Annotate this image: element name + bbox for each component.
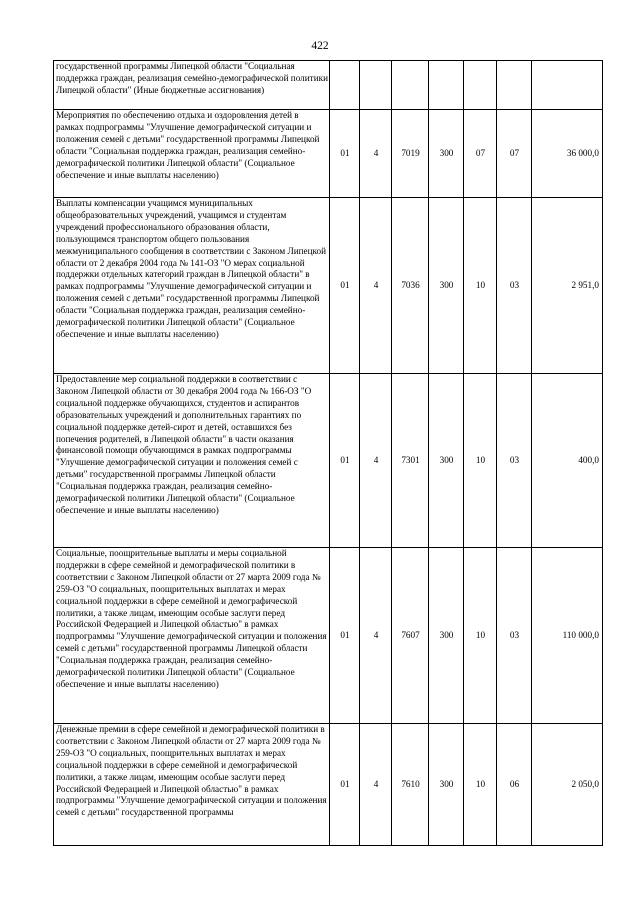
- table-row: [54, 724, 603, 846]
- code-section: 10: [464, 198, 497, 374]
- amount: 36 000,0: [532, 110, 603, 198]
- code-article: [392, 61, 429, 110]
- row-description: Денежные премии в сфере семейной и демографической политики в соответствии с Законом Липецкой области от 27 марта 2009 года № 259-ОЗ "О социальных, поощрительных выплатах и мерах социальной поддержки в сфере семейной и демографической политики, а также лицам, имеющим особые заслуги перед Российской Федерацией и Липецкой областью" в рамках подпрограммы "Улучшение демографической ситуации и положения семей с детьми" государственной программы: [54, 724, 330, 846]
- code-program: [330, 61, 360, 110]
- row-description: Социальные, поощрительные выплаты и меры социальной поддержки в сфере семейной и демографической политики в соответствии с Законом Липецкой области от 27 марта 2009 года № 259-ОЗ "О социальных, поощрительных выплатах и мерах социальной поддержки в сфере семейной и демографической политики, а также лицам, имеющим особые заслуги перед Российской Федерацией и Липецкой областью" в рамках подпрограммы "Улучшение демографической ситуации и положения семей с детьми" государственной программы Липецкой области "Социальная поддержка граждан, реализация семейно-демографической политики Липецкой области" (Социальное обеспечение и иные выплаты населению): [54, 548, 330, 724]
- table-row: [54, 548, 603, 724]
- code-program: 01: [330, 724, 360, 846]
- code-program: 01: [330, 374, 360, 548]
- row-description: государственной программы Липецкой области "Социальная поддержка граждан, реализация семейно-демографической политики Липецкой области" (Иные бюджетные ассигнования): [54, 61, 330, 110]
- code-expense-type: [429, 61, 464, 110]
- amount: 400,0: [532, 374, 603, 548]
- amount: 2 951,0: [532, 198, 603, 374]
- code-section: [464, 61, 497, 110]
- code-subsection: 03: [497, 198, 532, 374]
- code-subsection: 03: [497, 374, 532, 548]
- code-program: 01: [330, 198, 360, 374]
- table-row: [54, 110, 603, 198]
- row-description: Мероприятия по обеспечению отдыха и оздоровления детей в рамках подпрограммы "Улучшение демографической ситуации и положения семей с детьми" государственной программы Липецкой области "Социальная поддержка граждан, реализация семейно-демографической политики Липецкой области" (Социальное обеспечение и иные выплаты населению): [54, 110, 330, 198]
- code-expense-type: 300: [429, 724, 464, 846]
- code-subprogram: 4: [360, 198, 392, 374]
- code-subsection: [497, 61, 532, 110]
- code-expense-type: 300: [429, 548, 464, 724]
- code-subprogram: 4: [360, 548, 392, 724]
- code-subsection: 03: [497, 548, 532, 724]
- code-subsection: 07: [497, 110, 532, 198]
- code-program: 01: [330, 548, 360, 724]
- code-subprogram: 4: [360, 374, 392, 548]
- amount: [532, 61, 603, 110]
- code-subprogram: [360, 61, 392, 110]
- code-article: 7036: [392, 198, 429, 374]
- amount: 2 050,0: [532, 724, 603, 846]
- code-expense-type: 300: [429, 198, 464, 374]
- code-section: 10: [464, 548, 497, 724]
- code-subprogram: 4: [360, 110, 392, 198]
- table-row: [54, 198, 603, 374]
- row-description: Предоставление мер социальной поддержки в соответствии с Законом Липецкой области от 30 декабря 2004 года № 166-ОЗ "О социальной поддержке обучающихся, студентов и аспирантов образовательных учреждений и дополнительных гарантиях по социальной поддержке детей-сирот и детей, оставшихся без попечения родителей, в Липецкой области" в части оказания финансовой помощи обучающимся в рамках подпрограммы "Улучшение демографической ситуации и положения семей с детьми" государственной программы Липецкой области "Социальная поддержка граждан, реализация семейно-демографической политики Липецкой области" (Социальное обеспечение и иные выплаты населению): [54, 374, 330, 548]
- code-subprogram: 4: [360, 724, 392, 846]
- amount: 110 000,0: [532, 548, 603, 724]
- page-number: 422: [311, 40, 329, 52]
- code-expense-type: 300: [429, 374, 464, 548]
- code-program: 01: [330, 110, 360, 198]
- table-row: [54, 374, 603, 548]
- code-article: 7301: [392, 374, 429, 548]
- budget-table: [53, 60, 603, 846]
- code-section: 10: [464, 724, 497, 846]
- table-row: [54, 61, 603, 110]
- code-section: 07: [464, 110, 497, 198]
- row-description: Выплаты компенсации учащимся муниципальных общеобразовательных учреждений, учащимся и студентам учреждений профессионального образования области, пользующимся транспортом общего пользования межмуниципального сообщения в соответствии с Законом Липецкой области от 2 декабря 2004 года № 141-ОЗ "О мерах социальной поддержки отдельных категорий граждан в Липецкой области" в рамках подпрограммы "Улучшение демографической ситуации и положения семей с детьми" государственной программы Липецкой области "Социальная поддержка граждан, реализация семейно-демографической политики Липецкой области" (Социальное обеспечение и иные выплаты населению): [54, 198, 330, 374]
- code-article: 7610: [392, 724, 429, 846]
- code-article: 7607: [392, 548, 429, 724]
- code-expense-type: 300: [429, 110, 464, 198]
- code-section: 10: [464, 374, 497, 548]
- code-subsection: 06: [497, 724, 532, 846]
- code-article: 7019: [392, 110, 429, 198]
